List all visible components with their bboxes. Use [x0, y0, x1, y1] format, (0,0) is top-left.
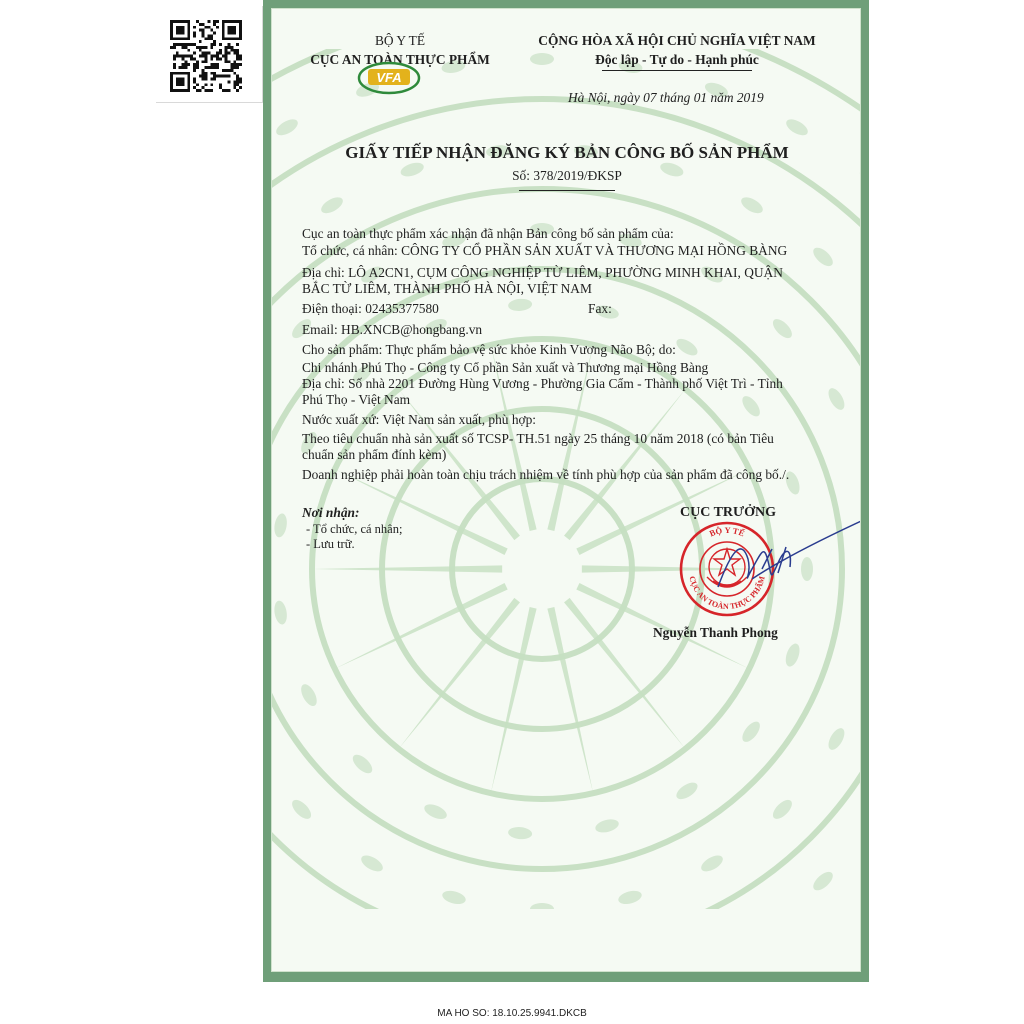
- number-underline: [519, 190, 615, 191]
- producer-line: Chi nhánh Phú Thọ - Công ty Cổ phần Sản xuất và Thương mại Hồng Bàng: [302, 360, 709, 375]
- signer-position: CỤC TRƯỞNG: [680, 505, 777, 520]
- qr-code-panel: [156, 6, 263, 103]
- phone-line: Điện thoại: 02435377580: [302, 301, 439, 316]
- recipient-item: - Tổ chức, cá nhân;: [306, 522, 403, 536]
- certificate-frame: [263, 0, 869, 982]
- address-line-2: BẮC TỪ LIÊM, THÀNH PHỐ HÀ NỘI, VIỆT NAM: [302, 281, 592, 296]
- responsibility-line: Doanh nghiệp phải hoàn toàn chịu trách nhiệm về tính phù hợp của sản phẩm đã công bố./.: [302, 467, 790, 482]
- producer-address-1: Địa chỉ: Số nhà 2201 Đường Hùng Vương - Phường Gia Cẩm - Thành phố Việt Trì - Tỉnh: [302, 376, 783, 391]
- fax-line: Fax:: [588, 301, 612, 316]
- product-line: Cho sản phẩm: Thực phẩm bảo vệ sức khỏe Kinh Vương Não Bộ; do:: [302, 342, 676, 357]
- country-name: CỘNG HÒA XÃ HỘI CHỦ NGHĨA VIỆT NAM: [538, 33, 816, 48]
- email-line: Email: HB.XNCB@hongbang.vn: [302, 322, 483, 337]
- producer-address-2: Phú Thọ - Việt Nam: [302, 392, 411, 407]
- origin-line: Nước xuất xứ: Việt Nam sản xuất, phù hợp:: [302, 412, 537, 427]
- standard-line-2: chuẩn sản phẩm đính kèm): [302, 447, 447, 462]
- organization-line: Tổ chức, cá nhân: CÔNG TY CỔ PHẦN SẢN XUẤT VÀ THƯƠNG MẠI HỒNG BÀNG: [302, 243, 788, 258]
- motto-underline: [602, 70, 752, 71]
- signature-icon: [712, 509, 861, 609]
- document-number: Số: 378/2019/ĐKSP: [512, 168, 622, 183]
- qr-code-icon: [170, 20, 242, 92]
- standard-line-1: Theo tiêu chuẩn nhà sản xuất số TCSP- TH.51 ngày 25 tháng 10 năm 2018 (có bản Tiêu: [302, 431, 774, 446]
- intro-line: Cục an toàn thực phẩm xác nhận đã nhận Bản công bố sản phẩm của:: [302, 226, 674, 241]
- svg-text:VFA: VFA: [376, 70, 402, 85]
- department-name: CỤC AN TOÀN THỰC PHẨM: [310, 52, 490, 67]
- place-date: Hà Nội, ngày 07 tháng 01 năm 2019: [568, 90, 764, 105]
- recipient-item: - Lưu trữ.: [306, 537, 355, 551]
- svg-text:BỘ Y TẾ: BỘ Y TẾ: [707, 524, 747, 539]
- recipients-heading: Nơi nhận:: [302, 505, 360, 520]
- vfa-logo-icon: [354, 59, 424, 97]
- dossier-code: MA HO SO: 18.10.25.9941.DKCB: [437, 1008, 587, 1019]
- ministry-name: BỘ Y TẾ: [374, 33, 426, 48]
- signer-name: Nguyễn Thanh Phong: [653, 625, 778, 640]
- document-title: GIẤY TIẾP NHẬN ĐĂNG KÝ BẢN CÔNG BỐ SẢN PHẨM: [345, 143, 789, 162]
- certificate-paper: [271, 8, 861, 972]
- national-motto: Độc lập - Tự do - Hạnh phúc: [595, 52, 759, 67]
- svg-text:CỤC AN TOÀN THỰC PHẨM: CỤC AN TOÀN THỰC PHẨM: [687, 575, 767, 612]
- address-line-1: Địa chỉ: LÔ A2CN1, CỤM CÔNG NGHIỆP TỪ LIÊM, PHƯỜNG MINH KHAI, QUẬN: [302, 265, 783, 280]
